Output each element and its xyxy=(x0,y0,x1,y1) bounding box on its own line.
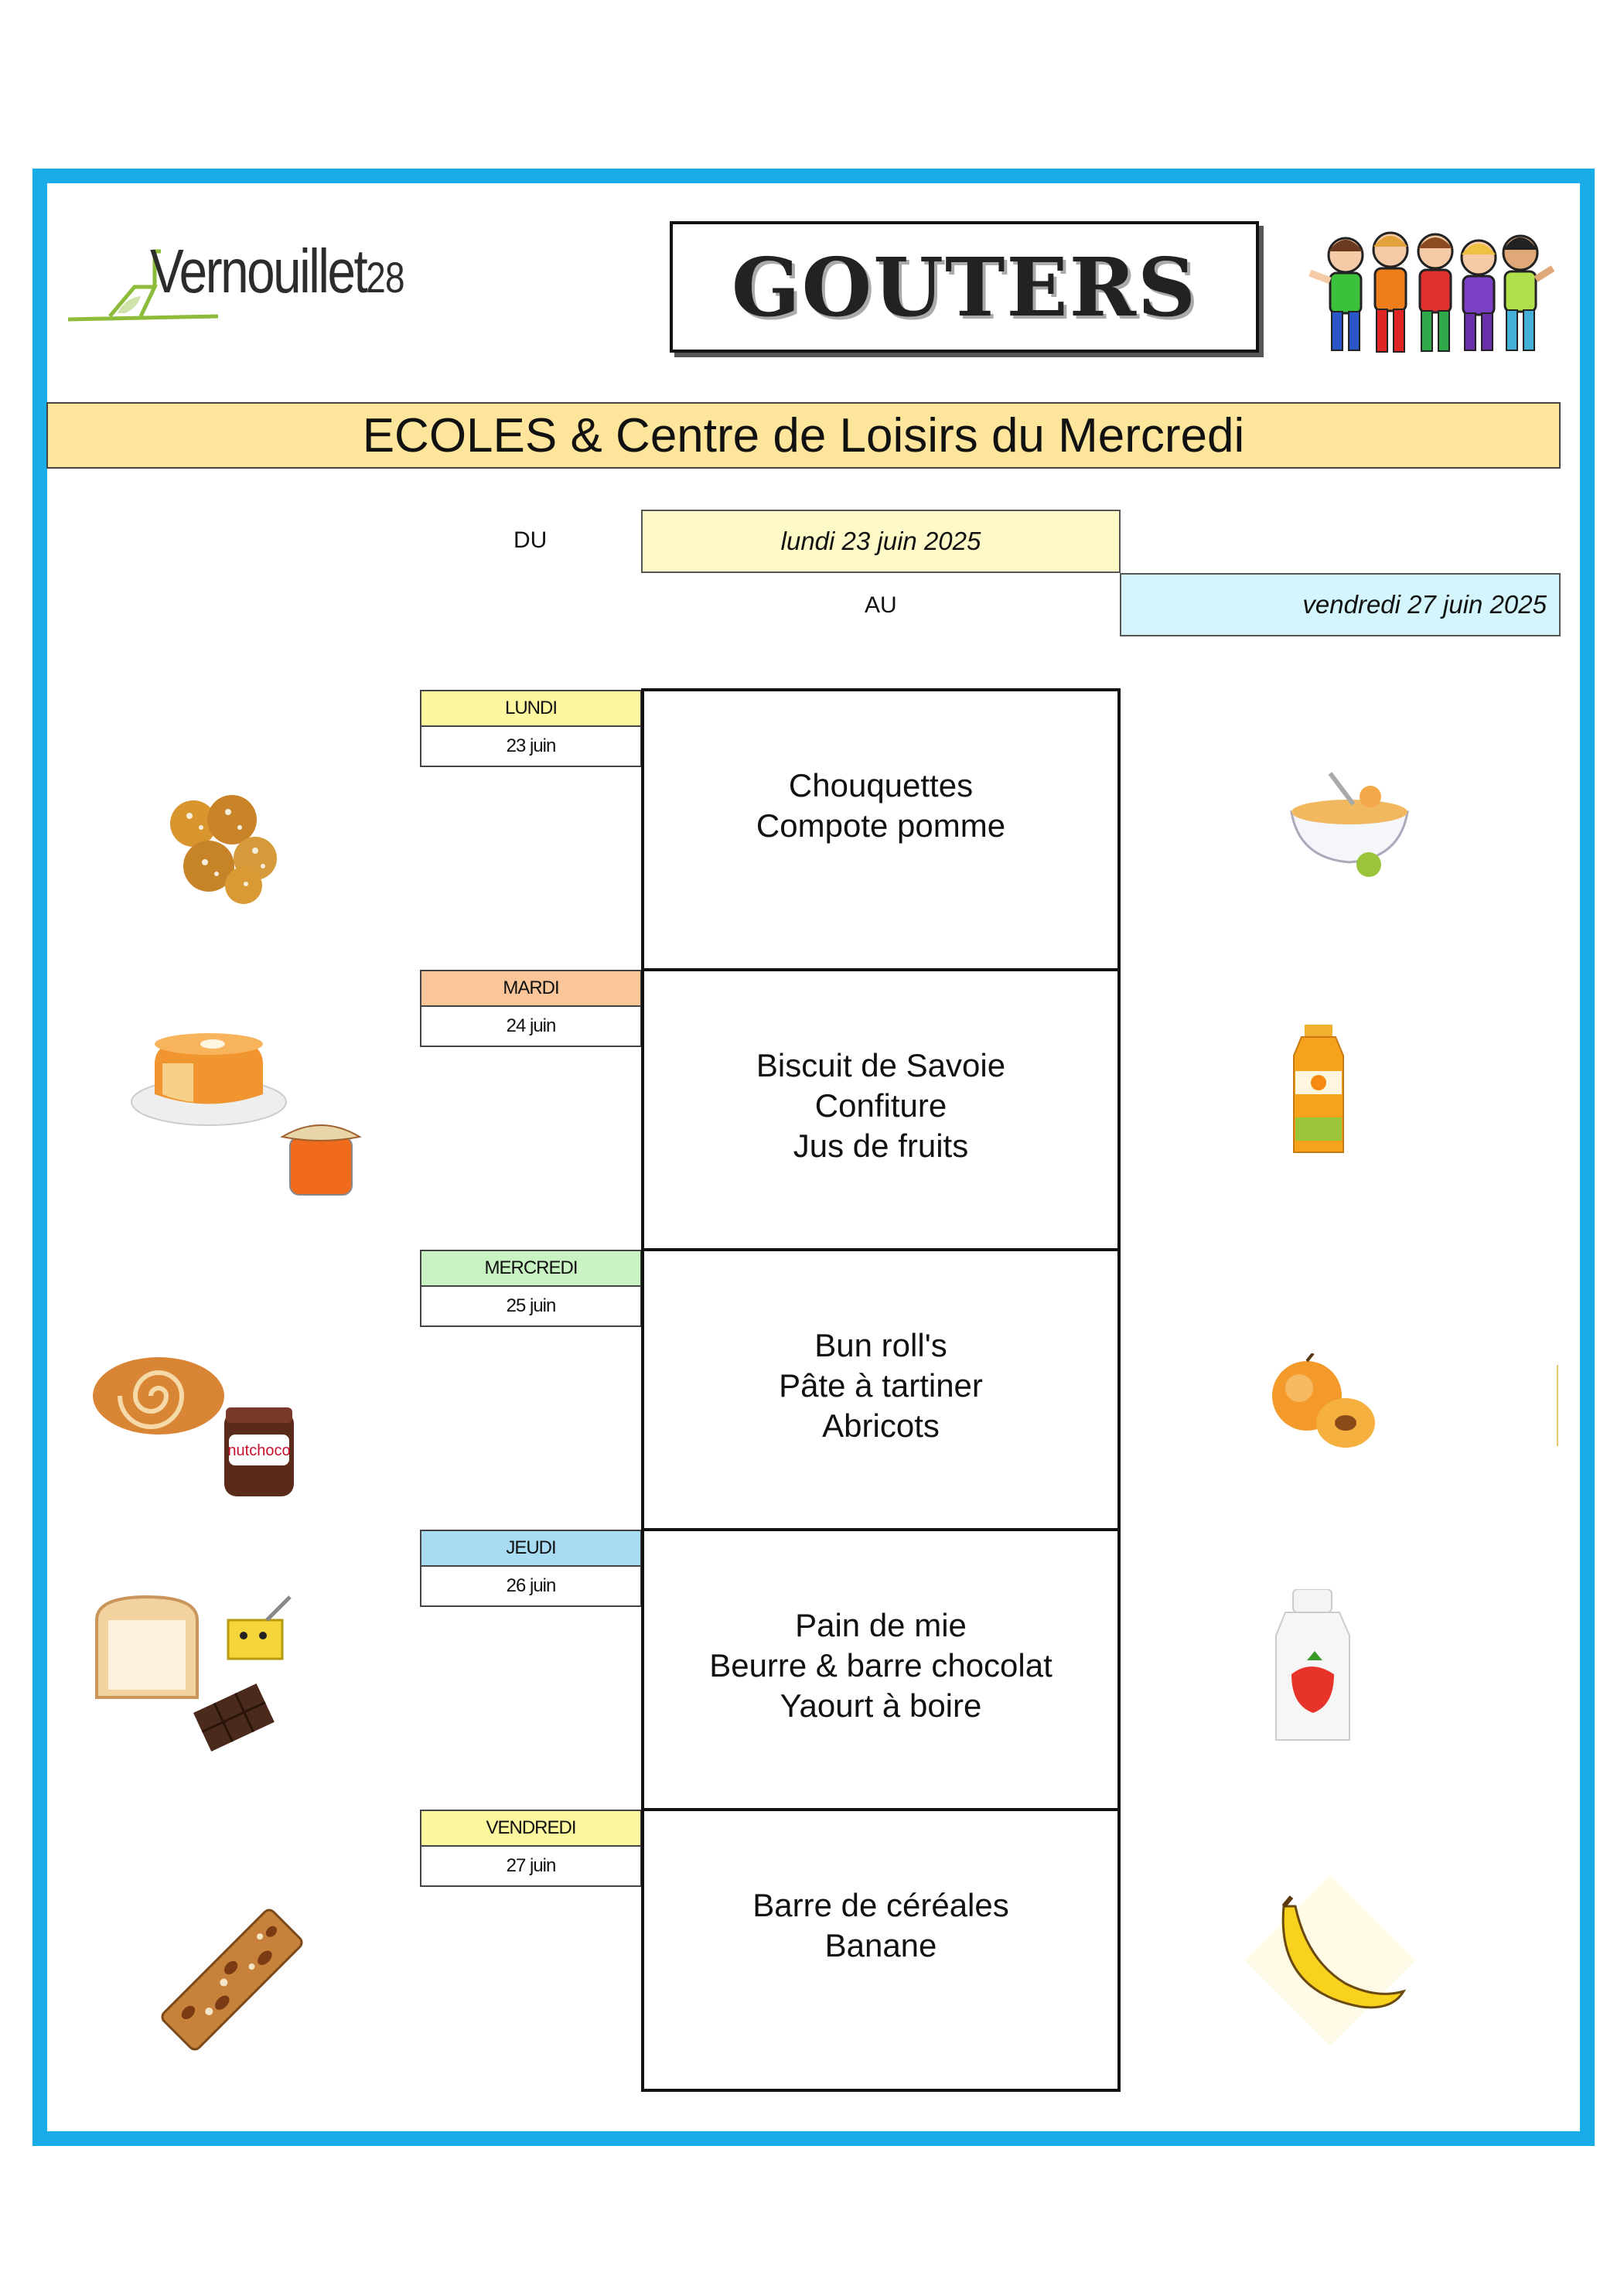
jar-label: nutchoco xyxy=(227,1442,291,1459)
menu-cell-mercredi xyxy=(644,1251,1117,1531)
menu-item: Barre de céréales xyxy=(752,1887,1009,1923)
to-label: AU xyxy=(865,592,897,618)
compote-pomme-icon xyxy=(1284,766,1415,882)
menu-cell-lundi xyxy=(644,691,1117,971)
day-lundi xyxy=(420,690,642,767)
menu-item: Pain de mie xyxy=(795,1607,967,1643)
day-name: VENDREDI xyxy=(420,1810,642,1847)
vernouillet-logo xyxy=(63,236,496,333)
day-date: 27 juin xyxy=(420,1847,642,1887)
day-vendredi xyxy=(420,1810,642,1887)
jus-de-fruits-icon xyxy=(1288,1025,1349,1156)
menu-cell-vendredi xyxy=(644,1811,1117,2091)
day-name: MARDI xyxy=(420,970,642,1007)
title-box xyxy=(670,221,1259,353)
day-date: 23 juin xyxy=(420,727,642,767)
menu-item: Biscuit de Savoie xyxy=(756,1047,1006,1083)
day-mardi xyxy=(420,970,642,1047)
menu-item: Compote pomme xyxy=(756,807,1006,844)
to-date: vendredi 27 juin 2025 xyxy=(1120,573,1561,636)
edge-mark xyxy=(1557,1365,1558,1446)
menu-cell-jeudi xyxy=(644,1531,1117,1811)
from-date: lundi 23 juin 2025 xyxy=(641,510,1121,573)
biscuit-savoie-confiture-icon xyxy=(128,1029,367,1199)
day-jeudi xyxy=(420,1530,642,1607)
menu-item: Yaourt à boire xyxy=(780,1687,982,1724)
day-name: JEUDI xyxy=(420,1530,642,1567)
subtitle-banner: ECOLES & Centre de Loisirs du Mercredi xyxy=(46,402,1561,469)
menu-item: Abricots xyxy=(822,1407,940,1444)
page-title: GOUTERS xyxy=(731,239,1198,335)
logo-text: Vernouillet28 xyxy=(150,237,404,305)
day-date: 24 juin xyxy=(420,1007,642,1047)
day-name: LUNDI xyxy=(420,690,642,727)
menu-item: Chouquettes xyxy=(788,767,974,803)
menu-item: Confiture xyxy=(814,1087,947,1124)
pain-beurre-chocolat-icon xyxy=(89,1589,329,1775)
chouquettes-icon xyxy=(155,785,286,909)
bun-roll-nutchoco-icon xyxy=(93,1346,302,1500)
children-group-icon xyxy=(1307,220,1554,363)
menu-cell-mardi xyxy=(644,971,1117,1251)
cereal-bar-icon xyxy=(155,1902,309,2057)
menu-item: Jus de fruits xyxy=(793,1128,969,1164)
day-date: 26 juin xyxy=(420,1567,642,1607)
banane-icon xyxy=(1245,1875,1415,2045)
day-mercredi xyxy=(420,1250,642,1327)
menu-item: Banane xyxy=(824,1927,937,1963)
day-date: 25 juin xyxy=(420,1287,642,1327)
menu-item: Beurre & barre chocolat xyxy=(709,1647,1053,1684)
day-name: MERCREDI xyxy=(420,1250,642,1287)
yaourt-a-boire-icon xyxy=(1268,1589,1357,1744)
from-label: DU xyxy=(513,527,548,553)
abricots-icon xyxy=(1268,1353,1377,1454)
menu-table xyxy=(641,688,1121,2092)
menu-item: Bun roll's xyxy=(814,1327,947,1363)
menu-item: Pâte à tartiner xyxy=(779,1367,983,1404)
